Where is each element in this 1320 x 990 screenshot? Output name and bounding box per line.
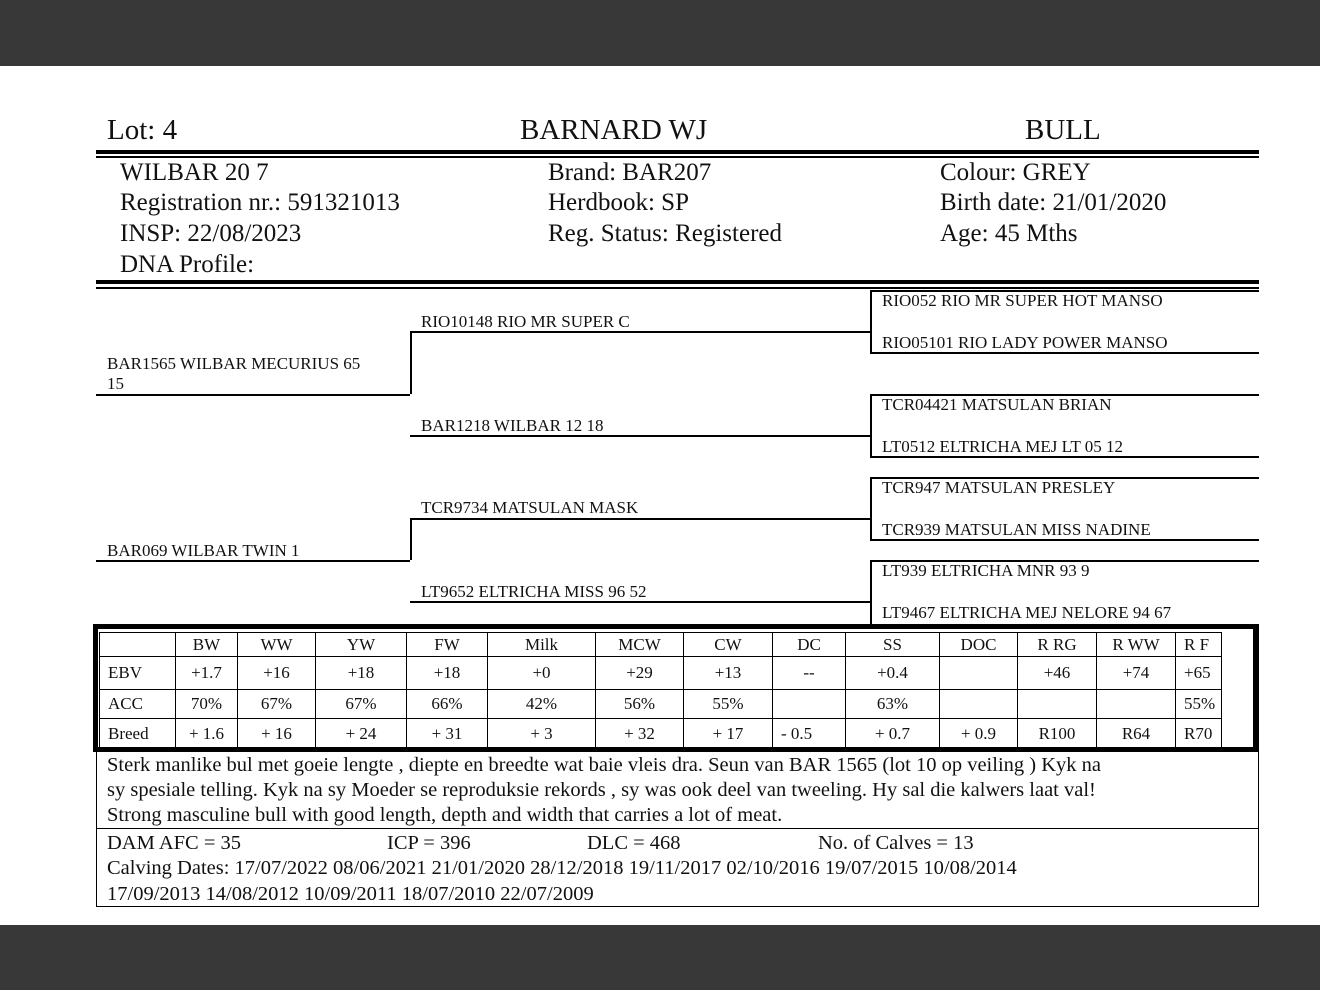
calving-dates: Calving Dates: 17/07/2022 08/06/2021 21/01/2020 28/12/2018 19/11/2017 02/10/2016 19/07/2015 10/08/2014 [107, 857, 1017, 879]
birth-date: Birth date: 21/01/2020 [940, 189, 1167, 216]
ebv-cell: 63% [846, 690, 940, 719]
ebv-cell: +13 [684, 657, 773, 690]
acc-row [100, 690, 1222, 719]
ebv-header-cell: DC [773, 633, 846, 657]
ebv-cell [1097, 690, 1176, 719]
dam-sire-sire-name: TCR947 MATSULAN PRESLEY [882, 478, 1116, 497]
ebv-header-cell: FW [407, 633, 488, 657]
ebv-cell: R64 [1097, 719, 1176, 750]
ebv-cell [940, 690, 1018, 719]
dam-dlc: DLC = 468 [587, 832, 681, 854]
sire-sire-sire-name: RIO052 RIO MR SUPER HOT MANSO [882, 291, 1163, 310]
ebv-cell: + 1.6 [176, 719, 238, 750]
animal-sex: BULL [1025, 114, 1101, 146]
ebv-header-cell [100, 633, 176, 657]
ebv-cell: +74 [1097, 657, 1176, 690]
dam-calf-count: No. of Calves = 13 [818, 832, 974, 854]
ebv-row-label: Breed [100, 719, 176, 750]
ebv-cell: + 24 [316, 719, 407, 750]
dam-name: BAR069 WILBAR TWIN 1 [107, 541, 300, 560]
ebv-header-cell: SS [846, 633, 940, 657]
sire-dam-name: BAR1218 WILBAR 12 18 [421, 416, 604, 435]
ebv-cell: 56% [596, 690, 684, 719]
ebv-cell: + 0.7 [846, 719, 940, 750]
ebv-cell: 42% [488, 690, 596, 719]
ebv-row-label: ACC [100, 690, 176, 719]
breeder-name: BARNARD WJ [520, 114, 708, 146]
dam-dam-dam-name: LT9467 ELTRICHA MEJ NELORE 94 67 [882, 603, 1172, 622]
ebv-cell: 70% [176, 690, 238, 719]
ebv-cell: +1.7 [176, 657, 238, 690]
header-rule-thin [96, 156, 1259, 158]
ebv-header-cell: Milk [488, 633, 596, 657]
ebv-cell: +16 [238, 657, 316, 690]
ebv-header-row [100, 633, 1222, 657]
ebv-cell: 67% [238, 690, 316, 719]
ebv-cell: +18 [407, 657, 488, 690]
dam-sire-dam-name: TCR939 MATSULAN MISS NADINE [882, 520, 1151, 539]
dam-icp: ICP = 396 [387, 832, 471, 854]
ebv-cell: 55% [1176, 690, 1222, 719]
dam-dam-name: LT9652 ELTRICHA MISS 96 52 [421, 582, 647, 601]
ebv-cell [940, 657, 1018, 690]
ebv-cell [773, 690, 846, 719]
sire-name: BAR1565 WILBAR MECURIUS 65 [107, 354, 361, 373]
ebv-cell: +18 [316, 657, 407, 690]
breed-row [100, 719, 1222, 750]
ebv-cell [1018, 690, 1097, 719]
ebv-cell: + 31 [407, 719, 488, 750]
ebv-cell: 66% [407, 690, 488, 719]
ebv-cell: +0 [488, 657, 596, 690]
ebv-header-cell: DOC [940, 633, 1018, 657]
ebv-cell: -- [773, 657, 846, 690]
ebv-cell: + 0.9 [940, 719, 1018, 750]
ebv-header-cell: R RG [1018, 633, 1097, 657]
ebv-table [99, 632, 1222, 750]
ebv-cell: R100 [1018, 719, 1097, 750]
dam-dam-sire-name: LT939 ELTRICHA MNR 93 9 [882, 561, 1090, 580]
description-line: Sterk manlike bul met goeie lengte , diepte en breedte wat baie vleis dra. Seun van BAR 1565 (lot 10 op veiling ) Kyk na [107, 754, 1101, 776]
age: Age: 45 Mths [940, 220, 1078, 247]
sire-name-line2: 15 [107, 374, 124, 393]
herdbook: Herdbook: SP [548, 189, 689, 216]
ebv-header-cell: YW [316, 633, 407, 657]
colour: Colour: GREY [940, 159, 1091, 186]
ebv-cell: +29 [596, 657, 684, 690]
ebv-row [100, 657, 1222, 690]
ebv-header-cell: BW [176, 633, 238, 657]
registration-number: Registration nr.: 591321013 [120, 189, 400, 216]
inspection-date: INSP: 22/08/2023 [120, 220, 302, 247]
description-line: sy spesiale telling. Kyk na sy Moeder se reproduksie rekords , sy was ook deel van tweeling. Hy sal die kalwers laat val! [107, 779, 1096, 801]
ebv-header-cell: MCW [596, 633, 684, 657]
ebv-cell: + 32 [596, 719, 684, 750]
ebv-cell: - 0.5 [773, 719, 846, 750]
dam-sire-name: TCR9734 MATSULAN MASK [421, 498, 639, 517]
calving-dates-cont: 17/09/2013 14/08/2012 10/09/2011 18/07/2010 22/07/2009 [107, 883, 594, 905]
ebv-row-label: EBV [100, 657, 176, 690]
animal-name: WILBAR 20 7 [120, 159, 269, 186]
dam-afc: DAM AFC = 35 [107, 832, 242, 854]
ebv-cell: 55% [684, 690, 773, 719]
description-line: Strong masculine bull with good length, depth and width that carries a lot of meat. [107, 804, 783, 826]
sire-dam-dam-name: LT0512 ELTRICHA MEJ LT 05 12 [882, 437, 1124, 456]
info-rule-thick [96, 280, 1259, 284]
bottom-letterbox-bar [0, 925, 1320, 990]
ebv-cell: +0.4 [846, 657, 940, 690]
sire-sire-name: RIO10148 RIO MR SUPER C [421, 312, 630, 331]
ebv-cell: + 3 [488, 719, 596, 750]
ebv-cell: 67% [316, 690, 407, 719]
header-rule-thick [96, 150, 1259, 154]
ebv-header-cell: CW [684, 633, 773, 657]
ebv-header-cell: R F [1176, 633, 1222, 657]
ebv-cell: + 16 [238, 719, 316, 750]
sire-sire-dam-name: RIO05101 RIO LADY POWER MANSO [882, 333, 1168, 352]
info-rule-thin [96, 287, 1259, 289]
ebv-cell: R70 [1176, 719, 1222, 750]
ebv-cell: +46 [1018, 657, 1097, 690]
ebv-cell: +65 [1176, 657, 1222, 690]
dna-profile: DNA Profile: [120, 251, 255, 278]
sire-dam-sire-name: TCR04421 MATSULAN BRIAN [882, 395, 1112, 414]
ebv-header-cell: R WW [1097, 633, 1176, 657]
ebv-cell: + 17 [684, 719, 773, 750]
ebv-header-cell: WW [238, 633, 316, 657]
registration-status: Reg. Status: Registered [548, 220, 782, 247]
brand: Brand: BAR207 [548, 159, 712, 186]
top-letterbox-bar [0, 0, 1320, 66]
lot-number: Lot: 4 [107, 114, 178, 146]
